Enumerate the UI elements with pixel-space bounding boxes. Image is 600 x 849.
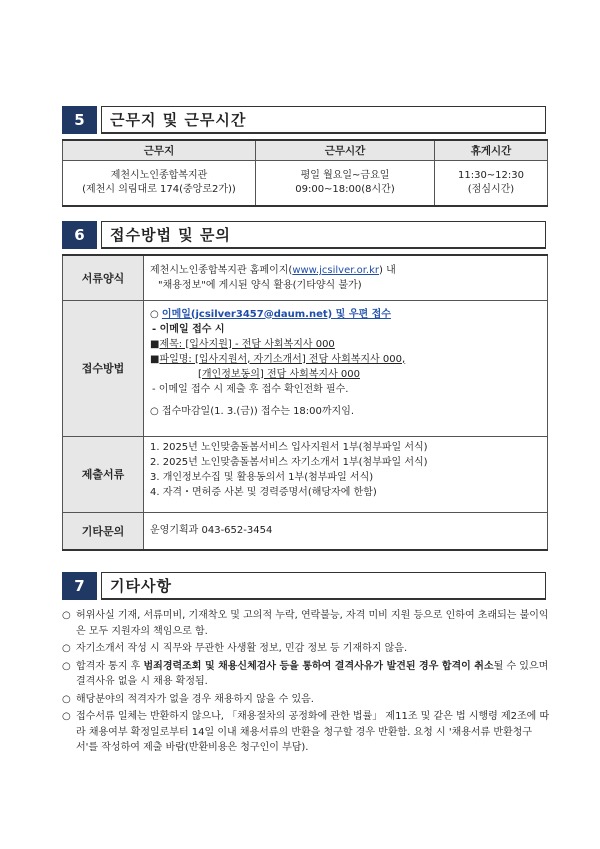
break-note: (점심시간) <box>467 184 515 195</box>
circle-bullet: ○ <box>62 610 71 621</box>
note-3-bold: 범죄경력조회 및 채용신체검사 등을 통하여 결격사유가 발견된 경우 합격이 취소 <box>143 660 494 672</box>
email-sub: - 이메일 접수 시 <box>152 323 225 335</box>
section-7-number: 7 <box>62 572 97 600</box>
note-item <box>62 709 552 756</box>
circle-bullet: ○ <box>62 643 71 654</box>
break-cell <box>435 161 548 207</box>
circle-bullet: ○ <box>150 308 159 320</box>
docs-line-2: "채용정보"에 게시된 양식 활용(기타양식 불가) <box>158 280 362 291</box>
docs-value <box>144 255 548 300</box>
place-name: 제천시노인종합복지관 <box>110 170 208 181</box>
file-rule-1: 파일명: [입사지원서, 자기소개서] 전담 사회복지사 000, <box>159 353 406 365</box>
work-place-table <box>62 139 548 207</box>
header-break: 휴게시간 <box>435 140 548 161</box>
note-2: 자기소개서 작성 시 직무와 무관한 사생활 정보, 민감 정보 등 기재하지 않음. <box>76 643 408 654</box>
note-3-pre: 합격자 통지 후 <box>76 660 144 672</box>
break-time: 11:30~12:30 <box>457 170 524 181</box>
note-5: 접수서류 일체는 반환하지 않으나, 「채용절차의 공정화에 관한 법률」 제11조 및 같은 법 시행령 제2조에 따라 채용여부 확정일로부터 14일 이내 채용서류의 반환을 청구할 경우 반환함. 요청 시 '채용서류 반환청구서'를 작성하여 제출 바람(반환비용은 청구인이 부담). <box>76 711 550 753</box>
application-table <box>62 254 548 551</box>
section-7-title: 기타사항 <box>101 572 546 600</box>
circle-bullet: ○ <box>62 660 71 672</box>
deadline: ○ 접수마감일(1. 3.(금)) 접수는 18:00까지임. <box>150 405 355 417</box>
note-item <box>62 641 552 657</box>
hours-cell <box>256 161 435 207</box>
square-bullet: ■ <box>150 338 160 350</box>
section-7-header <box>62 572 546 600</box>
place-cell <box>63 161 256 207</box>
notes-list <box>62 608 552 758</box>
submit-value <box>144 436 548 512</box>
homepage-link[interactable]: www.jcsilver.or.kr <box>292 265 380 276</box>
header-hours: 근무시간 <box>256 140 435 161</box>
header-place: 근무지 <box>63 140 256 161</box>
method-value <box>144 300 548 436</box>
method-label: 접수방법 <box>63 300 144 436</box>
section-5-number: 5 <box>62 106 97 134</box>
section-5-header <box>62 106 546 134</box>
submit-item: 2. 2025년 노인맞춤돌봄서비스 자기소개서 1부(첨부파일 서식) <box>150 456 428 468</box>
section-6-title: 접수방법 및 문의 <box>101 221 546 249</box>
call-rule: - 이메일 접수 시 제출 후 접수 확인전화 필수. <box>152 383 349 395</box>
submit-item: 3. 개인정보수집 및 활용동의서 1부(첨부파일 서식) <box>150 471 374 483</box>
docs-text-pre: 제천시노인종합복지관 홈페이지( <box>150 265 293 276</box>
note-3-post: 될 수 있으며 결격사유 없을 시 채용 확정됨. <box>76 660 549 687</box>
circle-bullet: ○ <box>62 711 71 722</box>
docs-label: 서류양식 <box>63 255 144 300</box>
section-6-header <box>62 221 546 249</box>
square-bullet: ■ <box>150 353 160 365</box>
file-rule-2: [개인정보동의] 전담 사회복지사 000 <box>198 368 361 380</box>
note-3 <box>76 659 552 690</box>
section-5-title: 근무지 및 근무시간 <box>101 106 546 134</box>
note-1: 허위사실 기재, 서류미비, 기재착오 및 고의적 누락, 연락불능, 자격 미비 지원 등으로 인하여 초래되는 불이익은 모두 지원자의 책임으로 함. <box>76 610 549 637</box>
inquiry-value: 운영기획과 043-652-3454 <box>144 512 548 550</box>
submit-item: 4. 자격・면허증 사본 및 경력증명서(해당자에 한함) <box>150 486 377 498</box>
inquiry-label: 기타문의 <box>63 512 144 550</box>
note-item <box>62 659 552 690</box>
submit-item: 1. 2025년 노인맞춤돌봄서비스 입사지원서 1부(첨부파일 서식) <box>150 441 428 453</box>
note-4: 해당분야의 적격자가 없을 경우 채용하지 않을 수 있음. <box>76 693 314 705</box>
hours-time: 09:00~18:00(8시간) <box>295 184 395 195</box>
note-item <box>62 608 552 639</box>
subject-rule: 제목: [입사지원] - 전담 사회복지사 000 <box>159 338 335 350</box>
circle-bullet: ○ <box>62 693 71 705</box>
section-6-number: 6 <box>62 221 97 249</box>
email-link[interactable]: 이메일(jcsilver3457@daum.net) 및 우편 접수 <box>161 308 391 320</box>
place-address: (제천시 의림대로 174(중앙로2가)) <box>82 184 236 195</box>
hours-days: 평일 월요일~금요일 <box>300 170 390 181</box>
submit-label: 제출서류 <box>63 436 144 512</box>
note-item <box>62 692 552 708</box>
docs-text-post: ) 내 <box>379 265 396 276</box>
